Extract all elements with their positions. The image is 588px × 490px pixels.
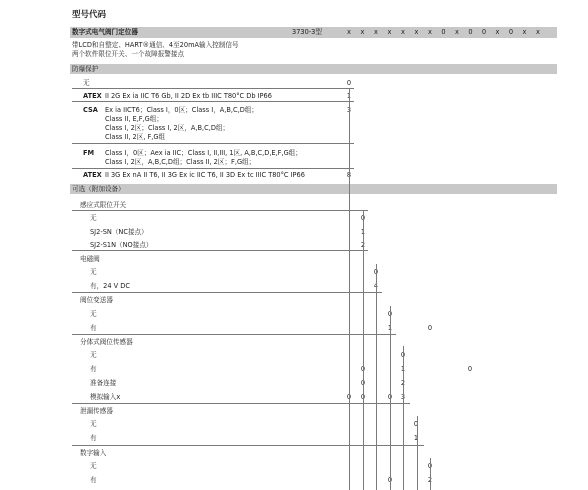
intro-line-1: 带LCD和自整定、HART®通信、4至20mA输入控制信号 <box>72 41 239 49</box>
rule <box>72 292 382 293</box>
digit-ext-an-d: 3 <box>400 393 406 401</box>
model-number: 3730-3型 <box>292 28 322 36</box>
model-code-position: 0 <box>441 28 446 36</box>
section-title-explosion: 防爆保护 <box>72 65 99 73</box>
model-code-position: x <box>360 28 365 36</box>
code-column-line <box>417 416 418 490</box>
code-column-line <box>376 264 377 490</box>
model-code-position: 0 <box>468 28 473 36</box>
rule <box>72 403 410 404</box>
digit-ind-none: 0 <box>360 214 366 222</box>
cert-text-fm-1: Class I，0区；Aex ia IIC；Class I, II,III, 1区, A,B,C,D,E,F,G组； <box>105 149 302 157</box>
rule <box>72 168 354 169</box>
cert-text-fm-2: Class I, 2区，A,B,C,D组；Class II, 2区；F,G组； <box>105 158 256 166</box>
code-column-line <box>363 210 364 490</box>
digit-ext-yes-a: 0 <box>360 365 366 373</box>
code-column-line <box>390 306 391 490</box>
digit-lk-yes: 1 <box>413 434 419 442</box>
group-title-binary: 数字输入 <box>80 449 107 457</box>
option-ind-no: SJ2-S1N（NO接点） <box>90 241 153 249</box>
section-bar-explosion <box>70 64 557 74</box>
digit-bin-yes-a: 0 <box>387 476 393 484</box>
digit-sol-yes: 4 <box>373 282 379 290</box>
option-ex-none: 无 <box>83 79 90 87</box>
digit-tr-none: 0 <box>387 310 393 318</box>
option-ext-analog: 模拟输入x <box>90 393 121 401</box>
model-code-position: 0 <box>508 28 514 36</box>
digit-bin-none: 0 <box>427 462 433 470</box>
model-code-position: x <box>455 28 459 36</box>
cert-text-csa-4: Class II, 2区, F,G组 <box>105 133 166 141</box>
option-ext-prepared: 准备连接 <box>90 379 117 387</box>
option-ext-none: 无 <box>90 351 97 359</box>
model-code-position: x <box>401 28 405 36</box>
group-title-leakage: 泄漏传感器 <box>80 407 113 415</box>
section-bar-optional <box>70 184 557 194</box>
group-title-solenoid: 电磁阀 <box>80 255 100 263</box>
digit-ind-no: 2 <box>360 241 366 249</box>
intro-line-2: 两个软件限位开关、一个故障报警接点 <box>72 50 185 58</box>
option-sol-none: 无 <box>90 268 97 276</box>
option-bin-none: 无 <box>90 462 97 470</box>
option-tr-yes: 有 <box>90 324 97 332</box>
model-code-position: x <box>536 28 540 36</box>
digit-ext-prep-a: 0 <box>360 379 366 387</box>
model-code-position: x <box>347 28 351 36</box>
digit-ex-csa: 3 <box>346 106 352 114</box>
option-ext-yes: 有 <box>90 365 97 373</box>
model-code-position: x <box>522 28 527 36</box>
option-ind-none: 无 <box>90 214 97 222</box>
model-code-position: 0 <box>481 28 487 36</box>
digit-ex-atex-2: 8 <box>346 171 352 179</box>
option-bin-yes: 有 <box>90 476 97 484</box>
group-title-inductive: 感应式限位开关 <box>80 201 127 209</box>
rule <box>72 334 396 335</box>
digit-ex-none: 0 <box>346 79 352 87</box>
cert-label-atex: ATEX <box>83 92 102 100</box>
digit-sol-none: 0 <box>373 268 379 276</box>
rule <box>72 88 354 89</box>
digit-ex-atex: 1 <box>346 92 352 100</box>
option-lk-none: 无 <box>90 420 97 428</box>
model-code-position: x <box>495 28 500 36</box>
model-code-position: x <box>428 28 432 36</box>
group-title-external-sensor: 分体式阀位传感器 <box>80 338 133 346</box>
digit-ext-prep-b: 2 <box>400 379 406 387</box>
digit-ext-yes-b: 1 <box>400 365 406 373</box>
page-title: 型号代码 <box>72 10 107 20</box>
cert-text-atex: II 2G Ex ia IIC T6 Gb, II 2D Ex tb IIIC T80°C Db IP66 <box>105 92 272 100</box>
cert-text-csa-2: Class II, E,F,G组； <box>105 115 163 123</box>
digit-ext-none: 0 <box>400 351 406 359</box>
option-ind-nc: SJ2-SN（NC接点） <box>90 228 148 236</box>
digit-ext-an-c: 0 <box>387 393 393 401</box>
rule <box>72 101 354 102</box>
rule <box>72 445 424 446</box>
digit-lk-none: 0 <box>413 420 419 428</box>
digit-ext-an-a: 0 <box>346 393 352 401</box>
code-column-line <box>430 458 431 490</box>
rule <box>72 210 368 211</box>
option-lk-yes: 有 <box>90 434 97 442</box>
cert-label-atex-2: ATEX <box>83 171 102 179</box>
code-column-line <box>349 88 350 490</box>
model-code-position: x <box>414 28 419 36</box>
digit-tr-yes-a: 1 <box>387 324 393 332</box>
section-title-optional: 可选（附加设备） <box>72 185 125 193</box>
option-tr-none: 无 <box>90 310 97 318</box>
digit-ext-an-b: 0 <box>360 393 366 401</box>
model-code-position: x <box>387 28 392 36</box>
rule <box>72 143 354 144</box>
code-column-line <box>403 346 404 490</box>
cert-label-csa: CSA <box>83 106 98 114</box>
digit-ind-nc: 1 <box>360 228 366 236</box>
digit-ext-yes-c: 0 <box>467 365 473 373</box>
product-name: 数字式电气阀门定位器 <box>72 28 138 36</box>
model-code-position: x <box>374 28 378 36</box>
option-sol-yes: 有，24 V DC <box>90 282 130 290</box>
cert-text-csa-1: Ex ia IICT6；Class I，0区；Class I，A,B,C,D组； <box>105 106 258 114</box>
cert-text-atex-2: II 3G Ex nA II T6, II 3G Ex ic IIC T6, II 3D Ex tc IIIC T80°C IP66 <box>105 171 305 179</box>
cert-label-fm: FM <box>83 149 95 157</box>
rule <box>72 250 368 251</box>
cert-text-csa-3: Class I, 2区；Class I, 2区，A,B,C,D组； <box>105 124 230 132</box>
group-title-transmitter: 阀位变送器 <box>80 296 113 304</box>
digit-tr-yes-b: 0 <box>427 324 433 332</box>
digit-bin-yes-b: 2 <box>427 476 433 484</box>
